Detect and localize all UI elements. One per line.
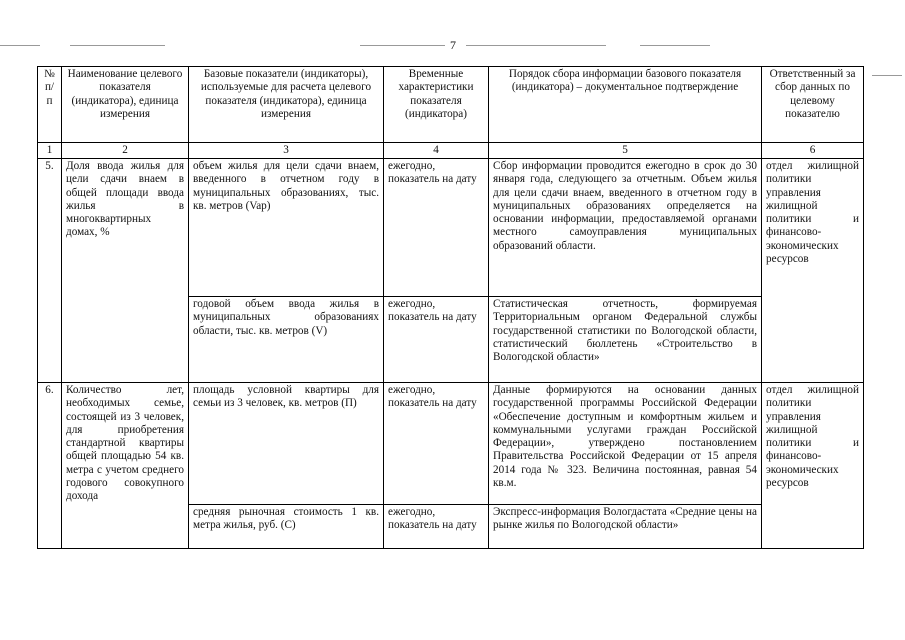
header-indicator: Наименование целевого показателя (индикатора), единица измерения [62, 67, 189, 143]
responsible: отдел жилищной политики управления жилищной политики и финансово-экономических ресурсов [762, 159, 864, 383]
indicators-table [37, 66, 864, 549]
row-number: 5. [38, 159, 62, 383]
timing: ежегодно, показатель на дату [384, 159, 489, 297]
column-number: 3 [189, 143, 384, 159]
timing: ежегодно, показатель на дату [384, 297, 489, 383]
responsible: отдел жилищной политики управления жилищной политики и финансово-экономических ресурсов [762, 383, 864, 549]
table-row [38, 383, 864, 505]
collection-procedure: Статистическая отчетность, формируемая Территориальным органом Федеральной службы государственной статистики по Вологодской области, статистический бюллетень «Строительство в Вологодской области» [489, 297, 762, 383]
column-number: 2 [62, 143, 189, 159]
collection-procedure: Данные формируются на основании данных государственной программы Российской Федерации «Обеспечение доступным и комфортным жильем и коммунальными услугами граждан Российской Федерации», утверждено постановлением Правительства Российской Федерации от 15 апреля 2014 года № 323. Величина постоянная, равная 54 кв.м. [489, 383, 762, 505]
target-indicator: Доля ввода жилья для цели сдачи внаем в общей площади ввода жилья в многоквартирных домах, % [62, 159, 189, 383]
header-number: № п/п [38, 67, 62, 143]
base-indicator: площадь условной квартиры для семьи из 3 человек, кв. метров (П) [189, 383, 384, 505]
scan-dash-center-2 [466, 45, 606, 46]
base-indicator: средняя рыночная стоимость 1 кв. метра жилья, руб. (С) [189, 505, 384, 549]
scan-dash-left [0, 45, 40, 46]
table-row [38, 159, 864, 297]
page-number: 7 [450, 38, 456, 52]
scan-dash-right-2 [872, 75, 902, 76]
column-number: 6 [762, 143, 864, 159]
header-timing: Временные характеристики показателя (индикатора) [384, 67, 489, 143]
base-indicator: годовой объем ввода жилья в муниципальных образованиях области, тыс. кв. метров (V) [189, 297, 384, 383]
scan-dash-center [360, 45, 445, 46]
timing: ежегодно, показатель на дату [384, 505, 489, 549]
base-indicator: объем жилья для цели сдачи внаем, введенного в отчетном году в муниципальных образованиях, тыс. кв. метров (Vap) [189, 159, 384, 297]
header-responsible: Ответственный за сбор данных по целевому показателю [762, 67, 864, 143]
scan-dash-right [640, 45, 710, 46]
header-base-indicators: Базовые показатели (индикаторы), используемые для расчета целевого показателя (индикатора), единица измерения [189, 67, 384, 143]
column-number: 5 [489, 143, 762, 159]
collection-procedure: Сбор информации проводится ежегодно в срок до 30 января года, следующего за отчетным. Объем жилья для цели сдачи внаем, введенного в отчетном году в муниципальных образованиях определяется на основании информации, предоставляемой органами местного самоуправления муниципальных образований области. [489, 159, 762, 297]
target-indicator: Количество лет, необходимых семье, состоящей из 3 человек, для приобретения стандартной квартиры общей площадью 54 кв. метра с учетом среднего годового совокупного дохода [62, 383, 189, 549]
timing: ежегодно, показатель на дату [384, 383, 489, 505]
column-number: 1 [38, 143, 62, 159]
table-header-row [38, 67, 864, 143]
row-number: 6. [38, 383, 62, 549]
collection-procedure: Экспресс-информация Вологдастата «Средние цены на рынке жилья по Вологодской области» [489, 505, 762, 549]
column-number: 4 [384, 143, 489, 159]
scan-dash-left-2 [70, 45, 165, 46]
header-procedure: Порядок сбора информации базового показателя (индикатора) – документальное подтверждение [489, 67, 762, 143]
column-number-row [38, 143, 864, 159]
